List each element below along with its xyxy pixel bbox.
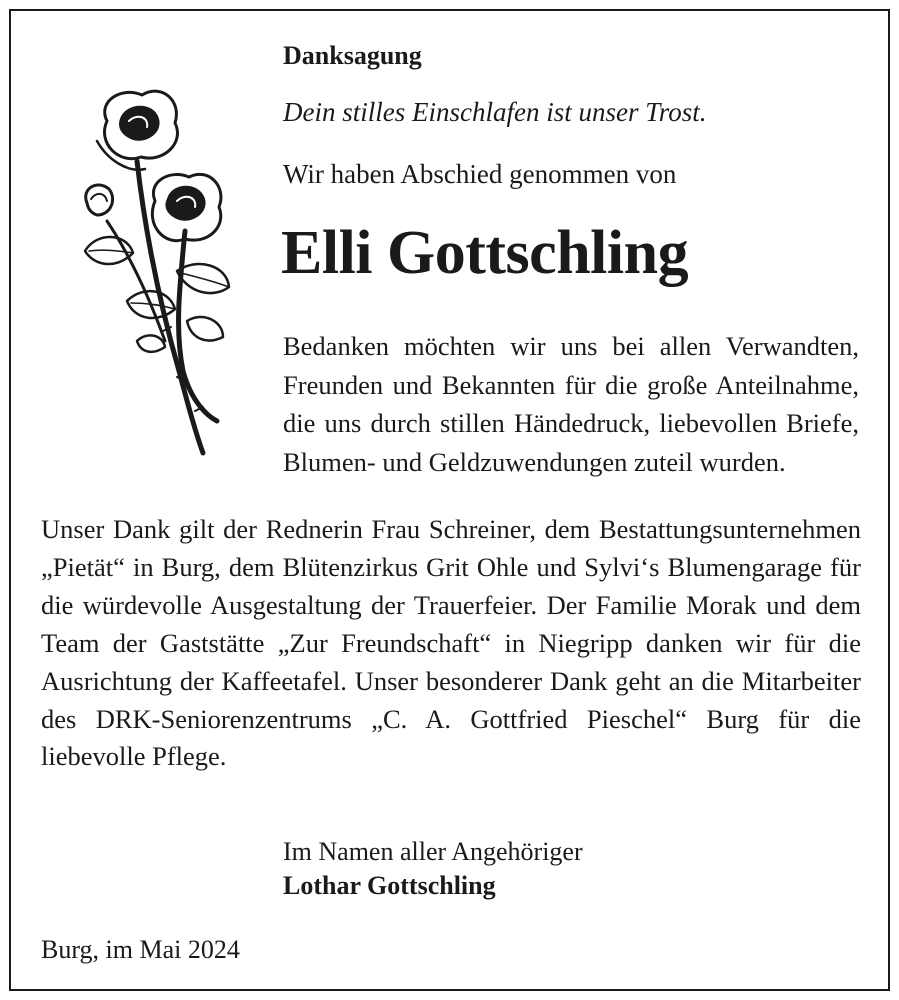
closing-block: [283, 835, 583, 903]
signer-name: Lothar Gottschling: [283, 871, 496, 900]
thanks-paragraph-1: Bedanken möchten wir uns bei allen Verwandten, Freunden und Bekannten für die große Anteilnahme, die uns durch stillen Händedruck, liebevollen Briefe, Blumen- und Geldzuwendungen zuteil wurden.: [283, 331, 859, 477]
place-date: Burg, im Mai 2024: [41, 935, 240, 964]
closing-line: Im Namen aller Angehöriger: [283, 837, 583, 866]
notice-heading: Danksagung: [283, 41, 422, 70]
rose-illustration: [67, 81, 237, 461]
intro-line: Wir haben Abschied genommen von: [283, 159, 677, 189]
deceased-name: Elli Gottschling: [281, 219, 689, 287]
obituary-notice: [9, 9, 890, 991]
motto-line: Dein stilles Einschlafen ist unser Trost.: [283, 97, 707, 127]
thanks-paragraph-2: Unser Dank gilt der Rednerin Frau Schreiner, dem Bestattungsunternehmen „Pietät“ in Burg, dem Blütenzirkus Grit Ohle und Sylvi‘s Blumengarage für die würdevolle Ausgestaltung der Trauerfeier. Der Familie Morak und dem Team der Gaststätte „Zur Freundschaft“ in Niegripp danken wir für die Ausrichtung der Kaffeetafel. Unser besonderer Dank geht an die Mitarbeiter des DRK-Seniorenzentrums „C. A. Gottfried Pieschel“ Burg für die liebevolle Pflege.: [41, 514, 861, 772]
